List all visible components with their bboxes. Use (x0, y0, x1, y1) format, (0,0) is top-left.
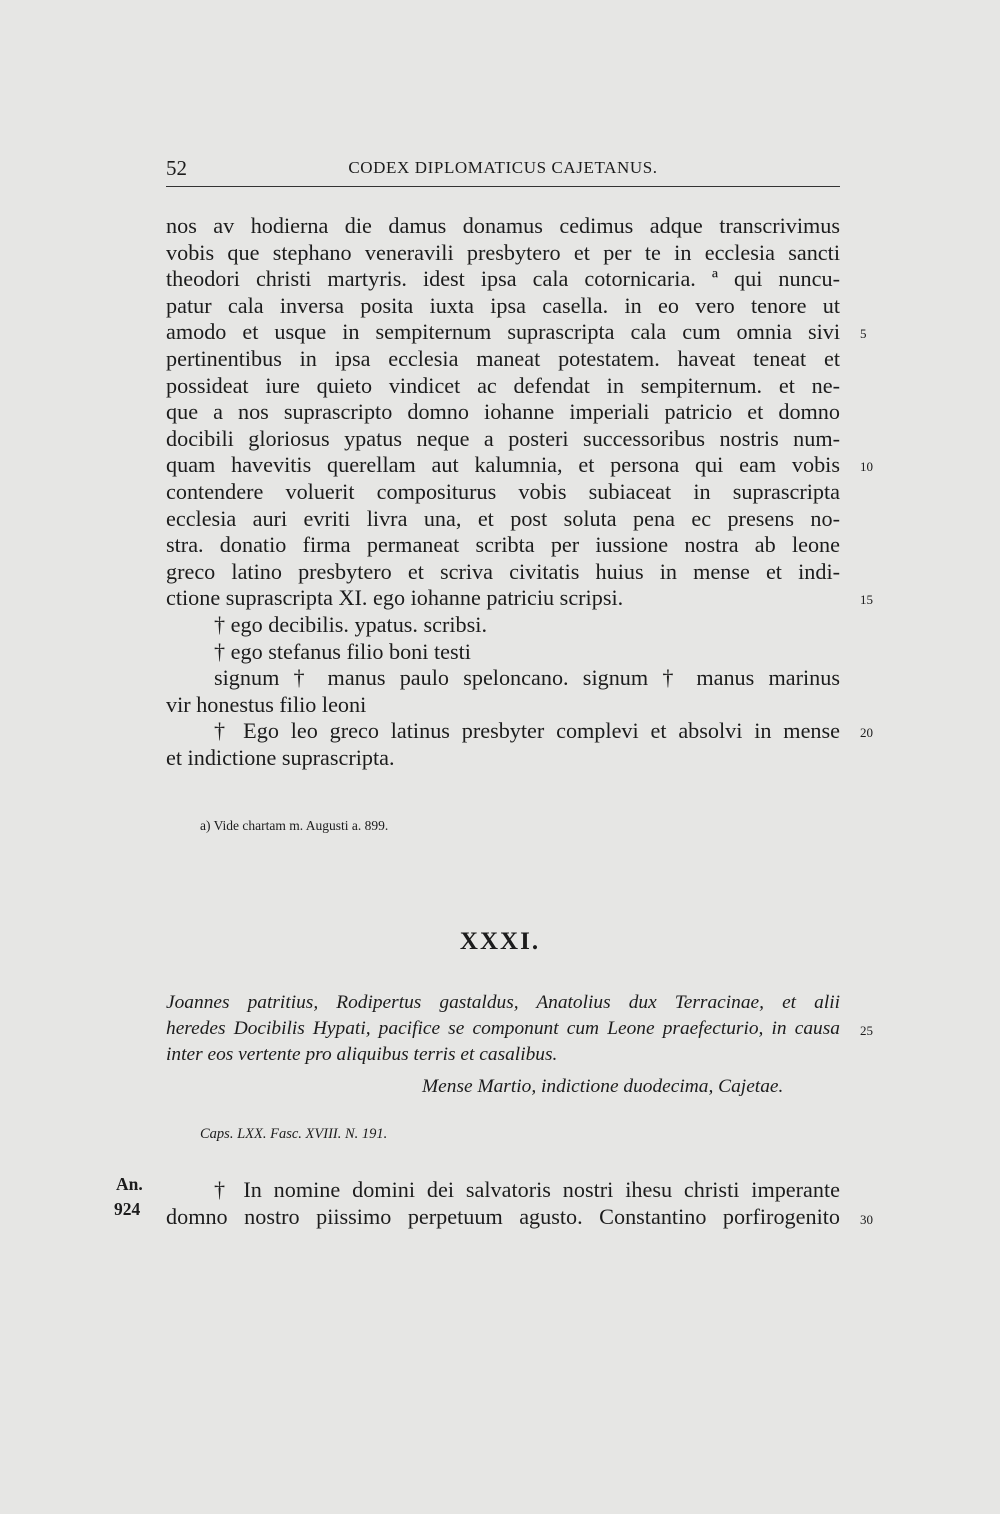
text-line: pertinentibus in ipsa ecclesia maneat potestatem. haveat teneat et (166, 345, 840, 371)
text-line: ecclesia auri evriti livra una, et post soluta pena ec presens no- (166, 505, 840, 531)
signature-line: † ego stefanus filio boni testi (214, 638, 471, 664)
line-number: 15 (860, 592, 873, 608)
line-number: 10 (860, 459, 873, 475)
margin-year-label: An. (116, 1174, 143, 1194)
text-line: contendere voluerit compositurus vobis subiaceat in suprascripta (166, 478, 840, 504)
summary-line: Joannes patritius, Rodipertus gastaldus, Anatolius dux Terracinae, et alii (166, 992, 840, 1013)
signature-line: et indictione suprascripta. (166, 744, 395, 770)
text-line: patur cala inversa posita iuxta ipsa casella. in eo vero tenore ut (166, 292, 840, 318)
summary-line: heredes Docibilis Hypati, pacifice se componunt cum Leone praefecturio, in causa 25 (166, 1016, 840, 1042)
text-line: quam havevitis querellam aut kalumnia, et persona qui eam vobis 10 (166, 452, 840, 479)
archive-reference: Caps. LXX. Fasc. XVIII. N. 191. (200, 1126, 388, 1142)
footnote: a) Vide chartam m. Augusti a. 899. (200, 818, 389, 833)
text-line: theodori christi martyris. idest ipsa cala cotornicaria. ª qui nuncu- (166, 266, 840, 292)
running-title: CODEX DIPLOMATICUS CAJETANUS. (348, 158, 658, 177)
signature-line: vir honestus filio leoni (166, 691, 367, 717)
signature-line: † ego decibilis. ypatus. scribsi. (214, 611, 487, 637)
line-number: 30 (860, 1211, 873, 1227)
running-head (166, 156, 840, 182)
charter-text (166, 213, 873, 771)
charter-opening (166, 1177, 873, 1230)
text-line: possideat iure quieto vindicet ac defendat in sempiternum. et ne- (166, 372, 840, 398)
text-line: que a nos suprascripto domno iohanne imperiali patricio et domno (166, 399, 840, 425)
line-number: 5 (860, 326, 867, 342)
text-line: vobis que stephano veneravili presbytero et per te in ecclesia sancti (166, 239, 840, 265)
document-summary (166, 990, 873, 1068)
text-line: ctione suprascripta XI. ego iohanne patriciu scripsi. 15 (166, 585, 840, 612)
text-line: docibili gloriosus ypatus neque a posteri successoribus nostris num- (166, 425, 840, 451)
text-line: † In nomine domini dei salvatoris nostri ihesu christi imperante (214, 1177, 840, 1202)
page-number: 52 (166, 156, 187, 180)
margin-year-value: 924 (114, 1199, 141, 1219)
text-line: greco latino presbytero et scriva civitatis huius in mense et indi- (166, 558, 840, 584)
line-number: 25 (860, 1023, 873, 1038)
document-number: XXXI. (459, 928, 541, 955)
line-number: 20 (860, 725, 873, 741)
signature-line: signum † manus paulo speloncano. signum † manus marinus (214, 665, 840, 691)
text-line: nos av hodierna die damus donamus cedimus adque transcrivimus (166, 213, 840, 238)
signature-line: † Ego leo greco latinus presbyter complevi et absolvi in mense 20 (166, 718, 840, 745)
text-line: amodo et usque in sempiternum suprascripta cala cum omnia sivi 5 (166, 319, 840, 346)
text-line: stra. donatio firma permaneat scribta per iussione nostra ab leone (166, 532, 840, 558)
date-line: Mense Martio, indictione duodecima, Cajetae. (422, 1076, 784, 1097)
text-line: domno nostro piissimo perpetuum agusto. Constantino porfirogenito 30 (166, 1204, 840, 1231)
summary-line: inter eos vertente pro aliquibus terris et casalibus. (166, 1044, 558, 1065)
header-rule (166, 186, 840, 187)
